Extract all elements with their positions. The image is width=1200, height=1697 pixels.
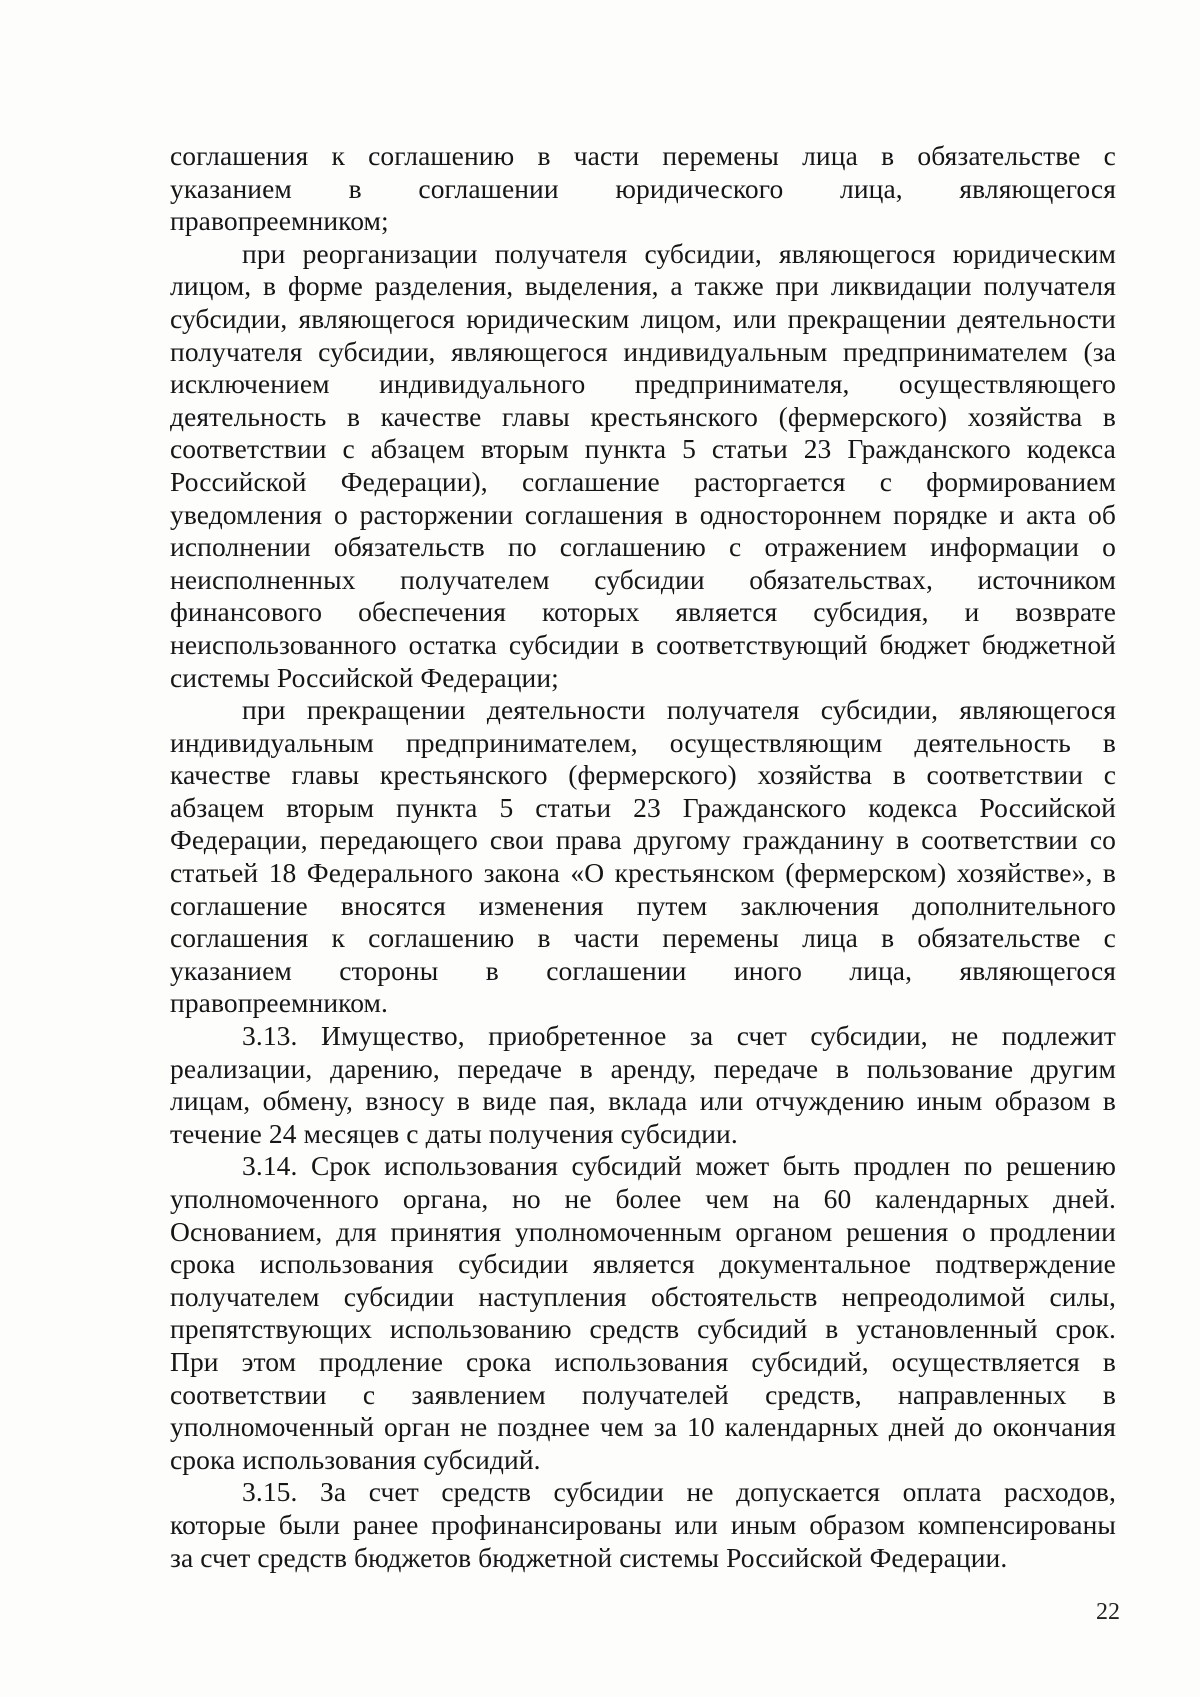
text-line: при реорганизации получателя субсидии, являющегося юридическим [242, 237, 1116, 269]
text-line: получателя субсидии, являющегося индивидуальным предпринимателем (за [170, 335, 1116, 367]
text-line: указанием стороны в соглашении иного лица, являющегося [170, 954, 1116, 986]
text-line: указанием в соглашении юридического лица, являющегося [170, 172, 1116, 204]
text-line: соглашения к соглашению в части перемены лица в обязательстве с [170, 922, 1116, 954]
text-line: уполномоченный орган не позднее чем за 10 календарных дней до окончания [170, 1411, 1116, 1443]
text-line: исключением индивидуального предпринимателя, осуществляющего [170, 368, 1116, 400]
text-line: которые были ранее профинансированы или иным образом компенсированы [170, 1508, 1116, 1540]
text-line: 3.13. Имущество, приобретенное за счет субсидии, не подлежит [242, 1020, 1116, 1052]
text-line: абзацем вторым пункта 5 статьи 23 Гражданского кодекса Российской [170, 791, 1116, 823]
text-line: правопреемником; [170, 205, 389, 237]
text-line: уполномоченного органа, но не более чем на 60 календарных дней. [170, 1183, 1116, 1214]
text-line: финансового обеспечения которых является субсидия, и возврате [170, 596, 1116, 628]
text-line: за счет средств бюджетов бюджетной системы Российской Федерации. [170, 1541, 1008, 1573]
text-line: системы Российской Федерации; [170, 661, 559, 693]
text-line: неисполненных получателем субсидии обязательствах, источником [170, 563, 1116, 595]
text-line: Российской Федерации), соглашение расторгается с формированием [170, 465, 1116, 497]
text-line: лицом, в форме разделения, выделения, а также при ликвидации получателя [170, 270, 1116, 302]
page-number: 22 [1096, 1599, 1120, 1625]
text-line: уведомления о расторжении соглашения в одностороннем порядке и акта об [170, 498, 1116, 530]
text-line: препятствующих использованию средств субсидий в установленный срок. [170, 1313, 1116, 1345]
text-line: соответствии с абзацем вторым пункта 5 статьи 23 Гражданского кодекса [170, 433, 1116, 465]
text-line: правопреемником. [170, 987, 389, 1019]
text-line: Основанием, для принятия уполномоченным органом решения о продлении [170, 1215, 1116, 1247]
text-line: получателем субсидии наступления обстоятельств непреодолимой силы, [170, 1280, 1116, 1312]
text-line: субсидии, являющегося юридическим лицом, или прекращении деятельности [170, 302, 1116, 334]
text-line: срока использования субсидий. [170, 1443, 541, 1475]
text-line: при прекращении деятельности получателя субсидии, являющегося [242, 694, 1116, 726]
text-line: 3.15. За счет средств субсидии не допускается оплата расходов, [242, 1476, 1116, 1508]
text-line: неиспользованного остатка субсидии в соответствующий бюджет бюджетной [170, 628, 1116, 660]
text-line: реализации, дарению, передаче в аренду, передаче в пользование другим [170, 1052, 1116, 1084]
text-line: индивидуальным предпринимателем, осуществляющим деятельность в [170, 726, 1116, 758]
text-line: соглашения к соглашению в части перемены лица в обязательстве с [170, 140, 1116, 171]
text-line: 3.14. Срок использования субсидий может быть продлен по решению [242, 1150, 1116, 1182]
text-line: качестве главы крестьянского (фермерского) хозяйства в соответствии с [170, 759, 1116, 791]
text-line: статьей 18 Федерального закона «О крестьянском (фермерском) хозяйстве», в [170, 857, 1116, 889]
text-line: Федерации, передающего свои права другому гражданину в соответствии со [170, 824, 1116, 856]
text-line: деятельность в качестве главы крестьянского (фермерского) хозяйства в [170, 400, 1116, 432]
text-line: соответствии с заявлением получателей средств, направленных в [170, 1378, 1116, 1410]
text-line: лицам, обмену, взносу в виде пая, вклада или отчуждению иным образом в [170, 1085, 1116, 1117]
text-line: течение 24 месяцев с даты получения субсидии. [170, 1117, 738, 1149]
text-line: срока использования субсидии является документальное подтверждение [170, 1248, 1116, 1280]
text-line: При этом продление срока использования субсидий, осуществляется в [170, 1345, 1116, 1377]
text-line: соглашение вносятся изменения путем заключения дополнительного [170, 889, 1116, 921]
document-body [170, 140, 1116, 1574]
text-line: исполнении обязательств по соглашению с отражением информации о [170, 531, 1116, 563]
